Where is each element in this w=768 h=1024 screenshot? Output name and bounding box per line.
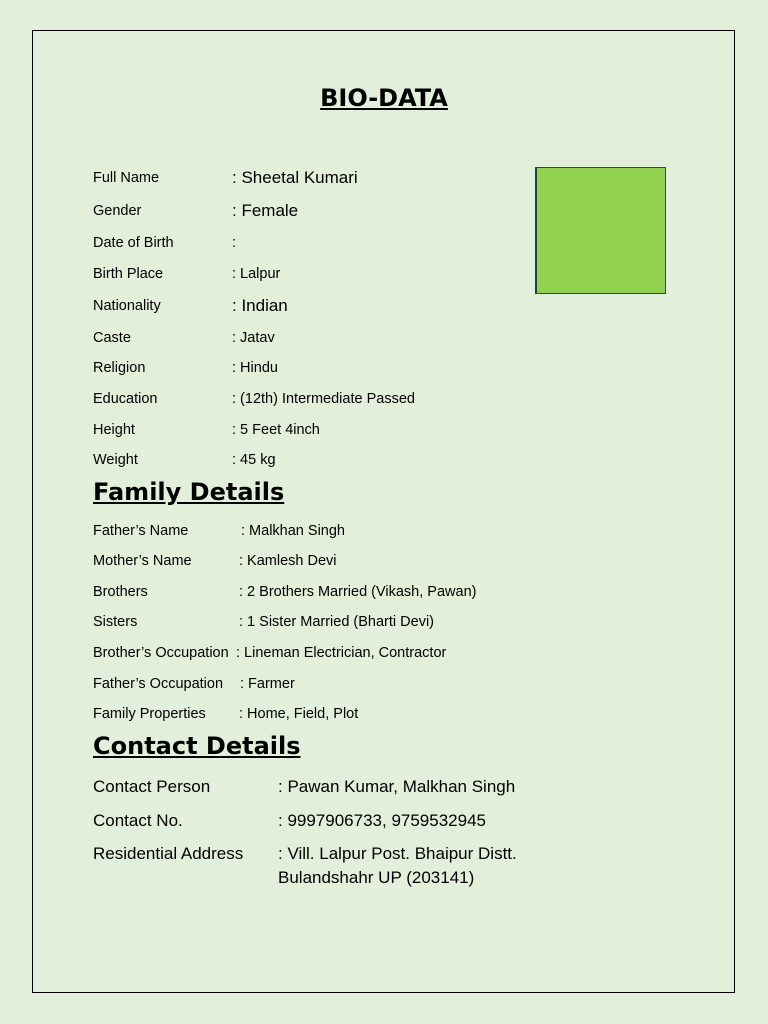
field-label: Mother’s Name xyxy=(93,553,192,569)
field-label: Father’s Occupation xyxy=(93,676,224,692)
field-value: : Female xyxy=(232,201,299,220)
field-label: Height xyxy=(93,422,135,438)
field-label: Education xyxy=(93,391,158,407)
contact-details-heading: Contact Details xyxy=(93,732,301,760)
field-value: : xyxy=(232,235,237,251)
field-value: : 45 kg xyxy=(232,452,276,468)
field-label: Contact No. xyxy=(93,811,183,830)
field-value: : 2 Brothers Married (Vikash, Pawan) xyxy=(239,584,477,600)
field-label: Family Properties xyxy=(93,706,206,722)
field-value: : Vill. Lalpur Post. Bhaipur Distt. xyxy=(278,844,517,863)
field-label: Caste xyxy=(93,330,131,346)
field-label: Brother’s Occupation xyxy=(93,645,229,661)
field-value: : Lineman Electrician, Contractor xyxy=(236,645,447,661)
document-title: BIO-DATA xyxy=(320,84,448,112)
field-value: : Lalpur xyxy=(232,266,281,282)
field-label: Nationality xyxy=(93,298,161,314)
field-label: Birth Place xyxy=(93,266,164,282)
photo-placeholder xyxy=(535,167,666,294)
field-label: Date of Birth xyxy=(93,235,174,251)
field-value: : 9997906733, 9759532945 xyxy=(278,811,486,830)
field-value: : (12th) Intermediate Passed xyxy=(232,391,415,407)
family-details-heading: Family Details xyxy=(93,478,285,506)
field-label: Religion xyxy=(93,360,146,376)
field-value: : Kamlesh Devi xyxy=(239,553,337,569)
field-label: Sisters xyxy=(93,614,138,630)
field-value: : Indian xyxy=(232,296,288,315)
field-value: : Sheetal Kumari xyxy=(232,168,358,187)
field-value: : Farmer xyxy=(240,676,295,692)
field-label: Full Name xyxy=(93,170,160,186)
field-label: Father’s Name xyxy=(93,523,189,539)
field-value: : Jatav xyxy=(232,330,275,346)
field-value: : Home, Field, Plot xyxy=(239,706,359,722)
field-label: Residential Address xyxy=(93,844,244,863)
field-value: : Hindu xyxy=(232,360,278,376)
field-value-line-2: Bulandshahr UP (203141) xyxy=(278,868,475,887)
field-label: Contact Person xyxy=(93,777,211,796)
field-label: Weight xyxy=(93,452,138,468)
field-label: Gender xyxy=(93,203,142,219)
field-value: : Pawan Kumar, Malkhan Singh xyxy=(278,777,516,796)
field-label: Brothers xyxy=(93,584,148,600)
field-value: : 5 Feet 4inch xyxy=(232,422,320,438)
field-value: : Malkhan Singh xyxy=(241,523,345,539)
field-value: : 1 Sister Married (Bharti Devi) xyxy=(239,614,434,630)
